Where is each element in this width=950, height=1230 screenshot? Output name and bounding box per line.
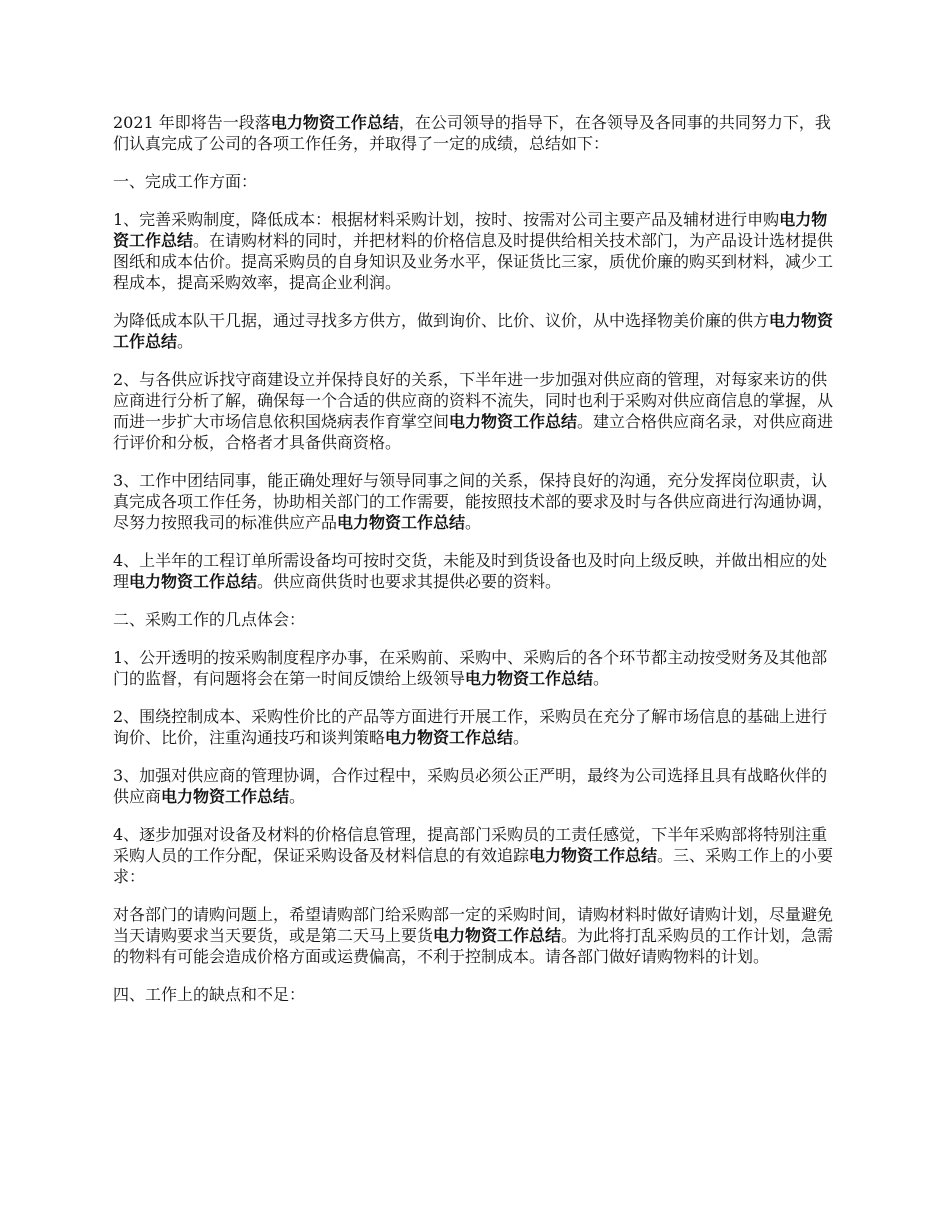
paragraph-item-1-4: 4、上半年的工程订单所需设备均可按时交货，未能及时到货设备也及时向上级反映，并做出相应的处理电力物资工作总结。供应商供货时也要求其提供必要的资料。: [113, 551, 828, 591]
keyword-highlight: 电力物资工作总结: [113, 210, 828, 250]
paragraph-item-2-3: 3、加强对供应商的管理协调，合作过程中，采购员必须公正严明，最终为公司选择且具有战略伙伴的供应商电力物资工作总结。: [113, 766, 828, 806]
keyword-highlight: 电力物资工作总结: [465, 669, 594, 688]
paragraph-item-1-1: 1、完善采购制度，降低成本：根据材料采购计划，按时、按需对公司主要产品及辅材进行申购电力物资工作总结。在请购材料的同时，并把材料的价格信息及时提供给相关技术部门，为产品设计选材提供图纸和成本估价。提高采购员的自身知识及业务水平，保证货比三家，质优价廉的购买到材料，减少工程成本，提高采购效率，提高企业利润。: [113, 210, 834, 292]
paragraph-item-1-3: 3、工作中团结同事，能正确处理好与领导同事之间的关系，保持良好的沟通，充分发挥岗位职责，认真完成各项工作任务，协助相关部门的工作需要，能按照技术部的要求及时与各供应商进行沟通协调，尽努力按照我司的标准供应产品电力物资工作总结。: [113, 471, 834, 532]
document-page: [113, 112, 839, 1022]
paragraph-item-1-2: 2、与各供应诉找守商建设立并保持良好的关系，下半年进一步加强对供应商的管理，对每家来访的供应商进行分析了解，确保每一个合适的供应商的资料不流失，同时也利于采购对供应商信息的掌握，从而进一步扩大市场信息依积国烧病表作育掌空间电力物资工作总结。建立合格供应商名录，对供应商进行评价和分板，合格者才具备供商资格。: [113, 370, 834, 452]
paragraph-item-2-4: 4、逐步加强对设备及材料的价格信息管理，提高部门采购员的工责任感觉，下半年采购部将特别注重采购人员的工作分配，保证采购设备及材料信息的有效追踪电力物资工作总结。三、采购工作上的小要求：: [113, 825, 834, 886]
keyword-highlight: 电力物资工作总结: [270, 113, 399, 132]
keyword-highlight: 电力物资工作总结: [529, 846, 658, 865]
keyword-highlight: 电力物资工作总结: [161, 787, 290, 806]
keyword-highlight: 电力物资工作总结: [113, 311, 834, 351]
paragraph-requests: 对各部门的请购问题上，希望请购部门给采购部一定的采购时间，请购材料时做好请购计划，尽量避免当天请购要求当天要货，或是第二天马上要货电力物资工作总结。为此将打乱采购员的工作计划，急需的物料有可能会造成价格方面或运费偏高，不利于控制成本。请各部门做好请购物料的计划。: [113, 905, 834, 966]
paragraph-item-2-2: 2、围绕控制成本、采购性价比的产品等方面进行开展工作，采购员在充分了解市场信息的基础上进行询价、比价，注重沟通技巧和谈判策略电力物资工作总结。: [113, 707, 828, 747]
keyword-highlight: 电力物资工作总结: [449, 412, 578, 431]
paragraph-intro: 2021 年即将告一段落电力物资工作总结，在公司领导的指导下，在各领导及各同事的共同努力下，我们认真完成了公司的各项工作任务，并取得了一定的成绩，总结如下：: [113, 113, 831, 153]
section-heading-4: 四、工作上的缺点和不足：: [113, 985, 306, 1004]
keyword-highlight: 电力物资工作总结: [433, 926, 562, 945]
keyword-highlight: 电力物资工作总结: [385, 728, 514, 747]
keyword-highlight: 电力物资工作总结: [337, 513, 466, 532]
paragraph-cost-reduction: 为降低成本队干几据，通过寻找多方供方，做到询价、比价、议价，从中选择物美价廉的供方电力物资工作总结。: [113, 311, 834, 351]
paragraph-item-2-1: 1、公开透明的按采购制度程序办事，在采购前、采购中、采购后的各个环节都主动按受财务及其他部门的监督，有问题将会在第一时间反馈给上级领导电力物资工作总结。: [113, 648, 828, 688]
section-heading-1: 一、完成工作方面：: [113, 172, 258, 191]
keyword-highlight: 电力物资工作总结: [129, 572, 258, 591]
section-heading-2: 二、采购工作的几点体会：: [113, 610, 306, 629]
